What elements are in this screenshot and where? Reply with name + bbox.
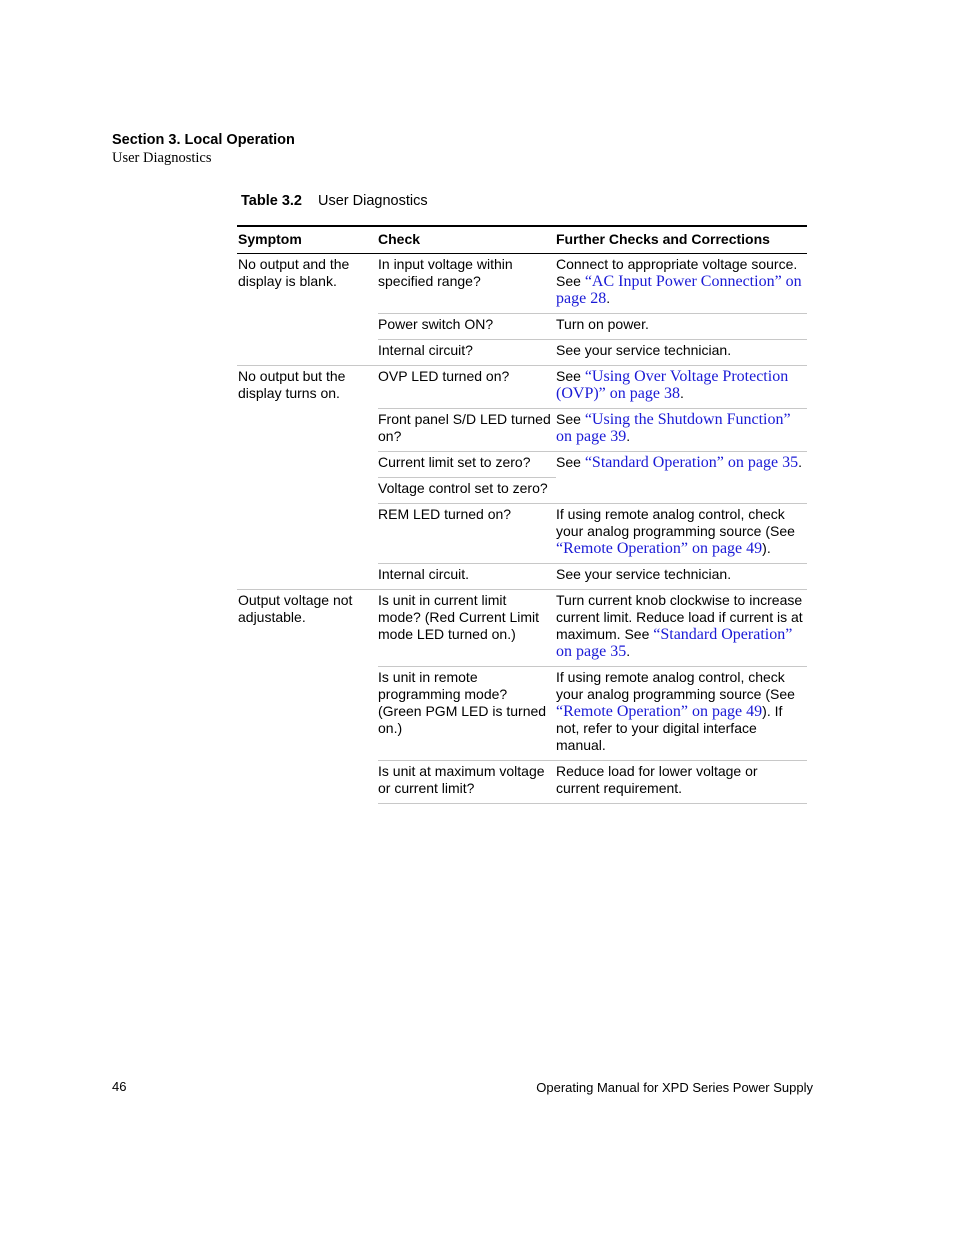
check-cell: Is unit at maximum voltage or current limit?	[378, 761, 556, 804]
column-header-corrections: Further Checks and Corrections	[556, 226, 807, 254]
page-number: 46	[112, 1079, 127, 1094]
correction-cell	[556, 366, 807, 409]
correction-text: If using remote analog control, check your analog programming source (See	[556, 506, 795, 539]
correction-cell	[556, 761, 807, 804]
correction-text: If using remote analog control, check your analog programming source (See	[556, 669, 795, 702]
check-cell: Internal circuit?	[378, 340, 556, 366]
cross-reference-link[interactable]: “Remote Operation” on page 49	[556, 703, 763, 720]
correction-cell	[556, 340, 807, 366]
correction-text: .	[626, 428, 631, 444]
correction-text: ). If not, refer to your digital interface manual.	[556, 703, 783, 753]
table-row	[237, 590, 807, 667]
correction-text: .	[679, 385, 684, 401]
correction-cell	[556, 254, 807, 314]
correction-text: ).	[762, 540, 771, 556]
table-number: Table 3.2	[241, 193, 302, 209]
check-cell: Voltage control set to zero?	[378, 478, 556, 504]
correction-text: See	[556, 454, 585, 470]
symptom-cell: No output and the display is blank.	[238, 256, 350, 289]
correction-text: See your service technician.	[556, 342, 732, 358]
correction-cell	[556, 590, 807, 667]
correction-text: .	[626, 643, 631, 659]
check-cell: REM LED turned on?	[378, 504, 556, 564]
correction-text: Turn on power.	[556, 316, 649, 332]
cross-reference-link[interactable]: “Using the Shutdown Function” on page 39	[556, 411, 791, 445]
check-cell: Front panel S/D LED turned on?	[378, 409, 556, 452]
check-cell: In input voltage within specified range?	[378, 256, 513, 289]
symptom-cell: Output voltage not adjustable.	[237, 590, 378, 804]
section-title: Section 3. Local Operation	[112, 132, 295, 148]
footer-manual-title: Operating Manual for XPD Series Power Supply	[536, 1080, 813, 1095]
table-caption	[241, 192, 428, 210]
column-header-symptom: Symptom	[237, 226, 378, 254]
diagnostics-table	[237, 225, 807, 804]
check-cell: Is unit in remote programming mode? (Green PGM LED is turned on.)	[378, 667, 556, 761]
correction-text: .	[798, 454, 802, 470]
subsection-title: User Diagnostics	[112, 150, 212, 166]
correction-cell	[556, 564, 807, 590]
check-cell: Is unit in current limit mode? (Red Current Limit mode LED turned on.)	[378, 590, 556, 667]
check-cell: Current limit set to zero?	[378, 452, 556, 478]
check-cell: OVP LED turned on?	[378, 366, 556, 409]
correction-text: See	[556, 411, 585, 427]
correction-cell	[556, 667, 807, 761]
correction-text: Connect to appropriate voltage source. See	[556, 256, 798, 289]
table-row	[237, 366, 807, 409]
symptom-cell: No output but the display turns on.	[237, 366, 378, 590]
correction-cell	[556, 452, 807, 504]
check-cell: Power switch ON?	[378, 314, 556, 340]
correction-cell	[556, 409, 807, 452]
correction-text: Reduce load for lower voltage or current requirement.	[556, 763, 758, 796]
cross-reference-link[interactable]: “Using Over Voltage Protection (OVP)” on page 38	[556, 368, 789, 402]
correction-text: See your service technician.	[556, 566, 732, 582]
correction-text: See	[556, 368, 585, 384]
table-title: User Diagnostics	[318, 193, 428, 209]
table-header-row	[237, 226, 807, 254]
correction-cell	[556, 504, 807, 564]
correction-text: .	[606, 290, 611, 306]
cross-reference-link[interactable]: “AC Input Power Connection” on page 28	[556, 273, 802, 307]
cross-reference-link[interactable]: “Standard Operation” on page 35	[584, 454, 799, 471]
table-row	[237, 254, 807, 314]
column-header-check: Check	[378, 226, 556, 254]
cross-reference-link[interactable]: “Standard Operation” on page 35	[556, 626, 793, 660]
cross-reference-link[interactable]: “Remote Operation” on page 49	[556, 540, 763, 557]
correction-text: Turn current knob clockwise to increase current limit. Reduce load if current is at maximum. See	[556, 592, 803, 642]
check-cell: Internal circuit.	[378, 564, 556, 590]
correction-cell	[556, 314, 807, 340]
running-head	[112, 131, 295, 167]
